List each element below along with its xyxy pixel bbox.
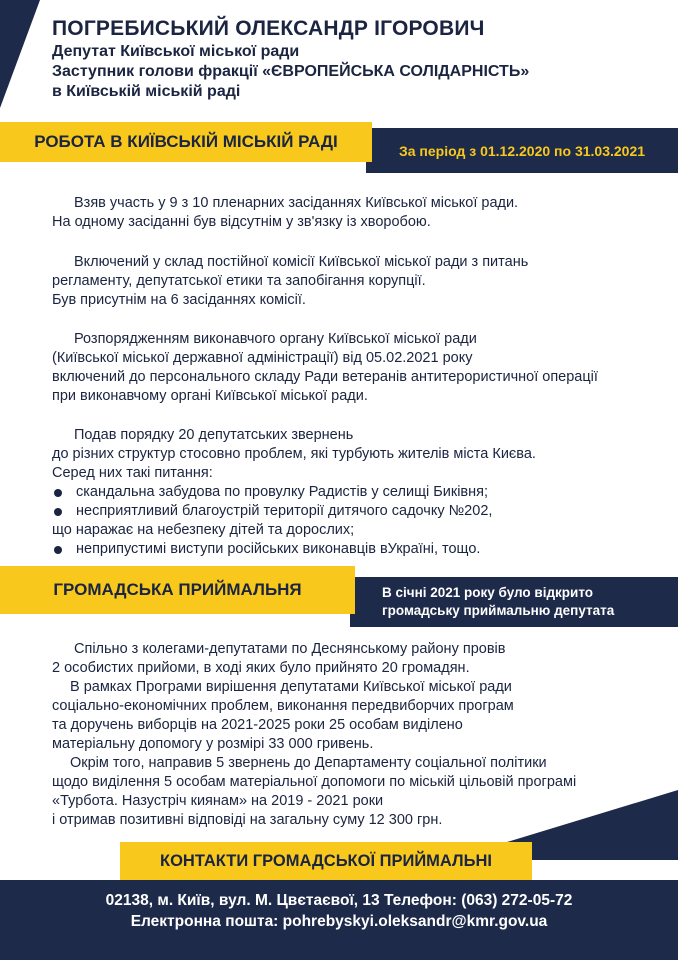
section-title-text: РОБОТА В КИЇВСЬКІЙ МІСЬКІЙ РАДІ (34, 132, 338, 151)
paragraph-line: «Турбота. Назустріч киянам» на 2019 - 2021 роки (52, 793, 384, 809)
corner-decoration-top (0, 0, 40, 108)
bullet-icon (54, 508, 62, 516)
list-item: несприятливий благоустрій території дитячого садочку №202, (52, 502, 662, 521)
paragraph-line: та доручень виборців на 2021-2025 роки 25 особам виділено (52, 717, 463, 733)
bullet-icon (54, 546, 62, 554)
deputy-name: ПОГРЕБИСЬКИЙ ОЛЕКСАНДР ІГОРОВИЧ (52, 17, 485, 40)
paragraph-line: Розпорядженням виконавчого органу Київської міської ради (74, 331, 477, 347)
paragraph-line: (Київської міської державної адміністрації) від 05.02.2021 року (52, 350, 473, 366)
paragraph-line: Окрім того, направив 5 звернень до Департаменту соціальної політики (70, 755, 547, 771)
paragraph-line: 2 особистих прийоми, в ході яких було прийнято 20 громадян. (52, 660, 470, 676)
reception-note-line: В січні 2021 року було відкрито (382, 585, 594, 600)
section-title-council-work (0, 122, 372, 162)
period-text: За період з 01.12.2020 по 31.03.2021 (398, 142, 646, 159)
section-title-reception (0, 566, 355, 614)
paragraph-line: Спільно з колегами-депутатами по Деснянському району провів (74, 641, 506, 657)
section-title-text: ГРОМАДСЬКА ПРИЙМАЛЬНЯ (53, 580, 302, 599)
paragraph-line: Подав порядку 20 депутатських звернень (74, 427, 354, 443)
council-work-text (52, 194, 662, 232)
section-title-contacts (120, 842, 532, 880)
deputy-position: Депутат Київської міської ради (52, 43, 300, 60)
email-line: Електронна пошта: pohrebyskyi.oleksandr@kmr.gov.ua (130, 913, 548, 930)
faction-position: Заступник голови фракції «ЄВРОПЕЙСЬКА СОЛІДАРНІСТЬ» (52, 63, 530, 80)
appeals-text (52, 426, 662, 559)
veterans-council-text (52, 330, 662, 406)
list-item: скандальна забудова по провулку Радистів у селищі Биківня; (52, 483, 662, 502)
header (52, 16, 652, 102)
paragraph-line: при виконавчому органі Київської міської ради. (52, 388, 368, 404)
paragraph-line: На одному засіданні був відсутнім у зв'язку із хворобою. (52, 214, 431, 230)
paragraph-line: до різних структур стосовно проблем, які турбують жителів міста Києва. (52, 446, 536, 462)
paragraph-line: Був присутнім на 6 засіданнях комісії. (52, 292, 306, 308)
committee-text (52, 253, 662, 310)
paragraph-line: матеріальну допомогу у розмірі 33 000 гривень. (52, 736, 374, 752)
list-item: неприпустимі виступи російських виконавців вУкраїні, тощо. (52, 540, 662, 559)
address-phone: 02138, м. Київ, вул. М. Цвєтаєвої, 13 Телефон: (063) 272-05-72 (105, 892, 573, 909)
list-item-continuation: що наражає на небезпеку дітей та дорослих; (52, 522, 355, 538)
paragraph-line: регламенту, депутатської етики та запобігання корупції. (52, 273, 426, 289)
section-title-text: КОНТАКТИ ГРОМАДСЬКОЇ ПРИЙМАЛЬНІ (160, 851, 492, 870)
paragraph-line: В рамках Програми вирішення депутатами Київської міської ради (70, 679, 512, 695)
paragraph-line: Включений у склад постійної комісії Київської міської ради з питань (74, 254, 529, 270)
paragraph-line: Взяв участь у 9 з 10 пленарних засіданнях Київської міської ради. (74, 195, 519, 211)
paragraph-line: Серед них такі питання: (52, 465, 213, 481)
bullet-icon (54, 489, 62, 497)
paragraph-line: включений до персонального складу Ради ветеранів антитерористичної операції (52, 369, 598, 385)
period-banner (366, 128, 678, 173)
council-name: в Київській міській раді (52, 83, 241, 100)
paragraph-line: щодо виділення 5 особам матеріальної допомоги по міській цільовій програмі (52, 774, 577, 790)
reception-note-line: громадську приймальню депутата (382, 603, 615, 618)
paragraph-line: і отримав позитивні відповіді на загальну суму 12 300 грн. (52, 812, 443, 828)
reception-note-banner (350, 577, 678, 627)
contacts-footer (0, 880, 678, 960)
paragraph-line: соціально-економічних проблем, виконання передвиборчих програм (52, 698, 514, 714)
